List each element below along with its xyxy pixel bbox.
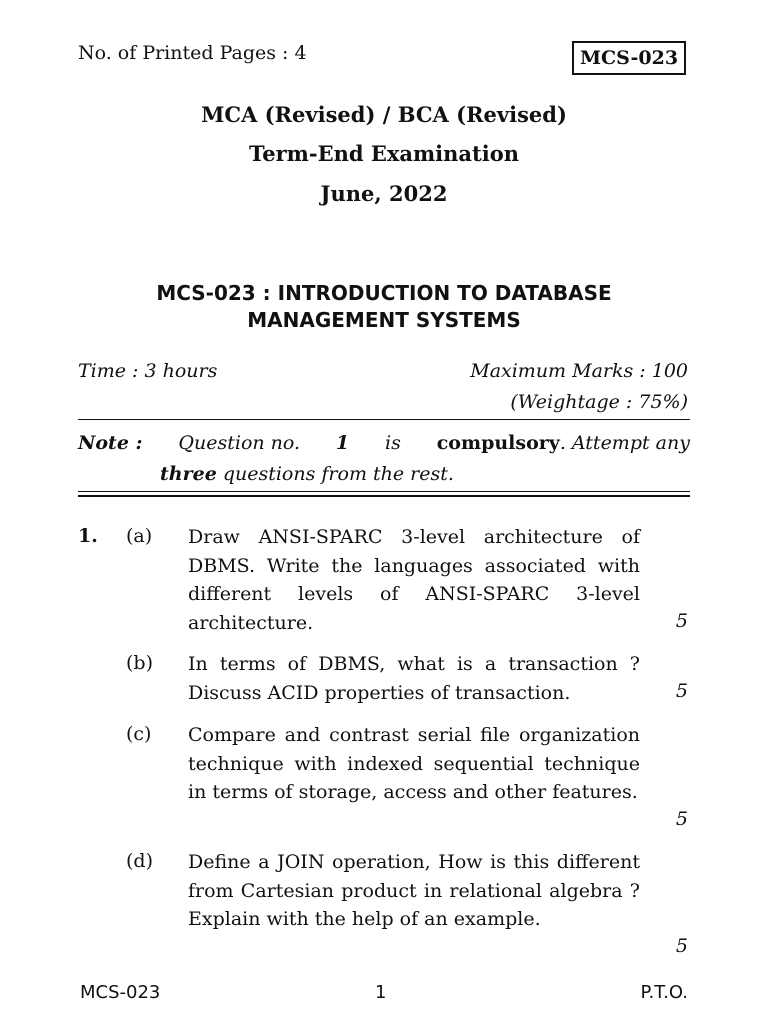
part-b-marks: 5 [675,680,688,702]
footer-pto: P.T.O. [640,982,688,1003]
paper-title [100,280,668,334]
course-code-box: MCS-023 [572,41,686,75]
maximum-marks: Maximum Marks : 100 [470,360,688,382]
note-line1 [78,428,690,459]
session-heading: June, 2022 [320,181,448,206]
part-a-text: Draw ANSI-SPARC 3-level architecture of DBMS. Write the languages associated with different levels of ANSI-SPARC 3-level architecture. [188,526,640,635]
footer-page-number: 1 [375,982,387,1003]
double-rule-top [78,491,690,492]
weightage: (Weightage : 75%) [510,391,688,413]
part-d-marks: 5 [675,935,688,957]
note-compulsory-group [437,428,690,459]
note-compulsory: compulsory [436,432,560,454]
note-is: is [385,432,401,454]
note-three: three [160,463,217,485]
divider-rule [78,419,690,420]
question-number: 1. [78,525,98,547]
part-d-text: Define a JOIN operation, How is this different from Cartesian product in relational algebra ? Explain with the help of an example. [188,851,640,931]
part-c-label: (c) [126,723,152,745]
part-d-label: (d) [126,850,153,872]
paper-title-line1: MCS-023 : INTRODUCTION TO DATABASE [156,281,612,305]
note-question-number: 1 [335,432,350,454]
part-a-label: (a) [126,525,153,547]
exam-heading: Term-End Examination [248,141,519,166]
note-line2 [78,459,690,490]
paper-title-line2: MANAGEMENT SYSTEMS [247,308,521,332]
time-allowed: Time : 3 hours [78,360,218,382]
double-rule-bottom [78,495,690,497]
note-attempt-any: . Attempt any [559,432,690,454]
instructions-note [78,428,690,490]
footer-course-code: MCS-023 [80,982,161,1003]
note-question-no: Question no. [178,432,301,454]
note-label: Note : [78,432,143,454]
part-c-text: Compare and contrast serial file organization technique with indexed sequential technique in terms of storage, access and other features. [188,724,640,804]
printed-pages-count: No. of Printed Pages : 4 [78,42,307,64]
note-rest: questions from the rest. [222,463,454,485]
part-b-label: (b) [126,652,153,674]
part-b-text: In terms of DBMS, what is a transaction ? Discuss ACID properties of transaction. [188,653,640,704]
part-c-marks: 5 [675,808,688,830]
part-a-marks: 5 [675,610,688,632]
program-heading: MCA (Revised) / BCA (Revised) [201,102,567,127]
